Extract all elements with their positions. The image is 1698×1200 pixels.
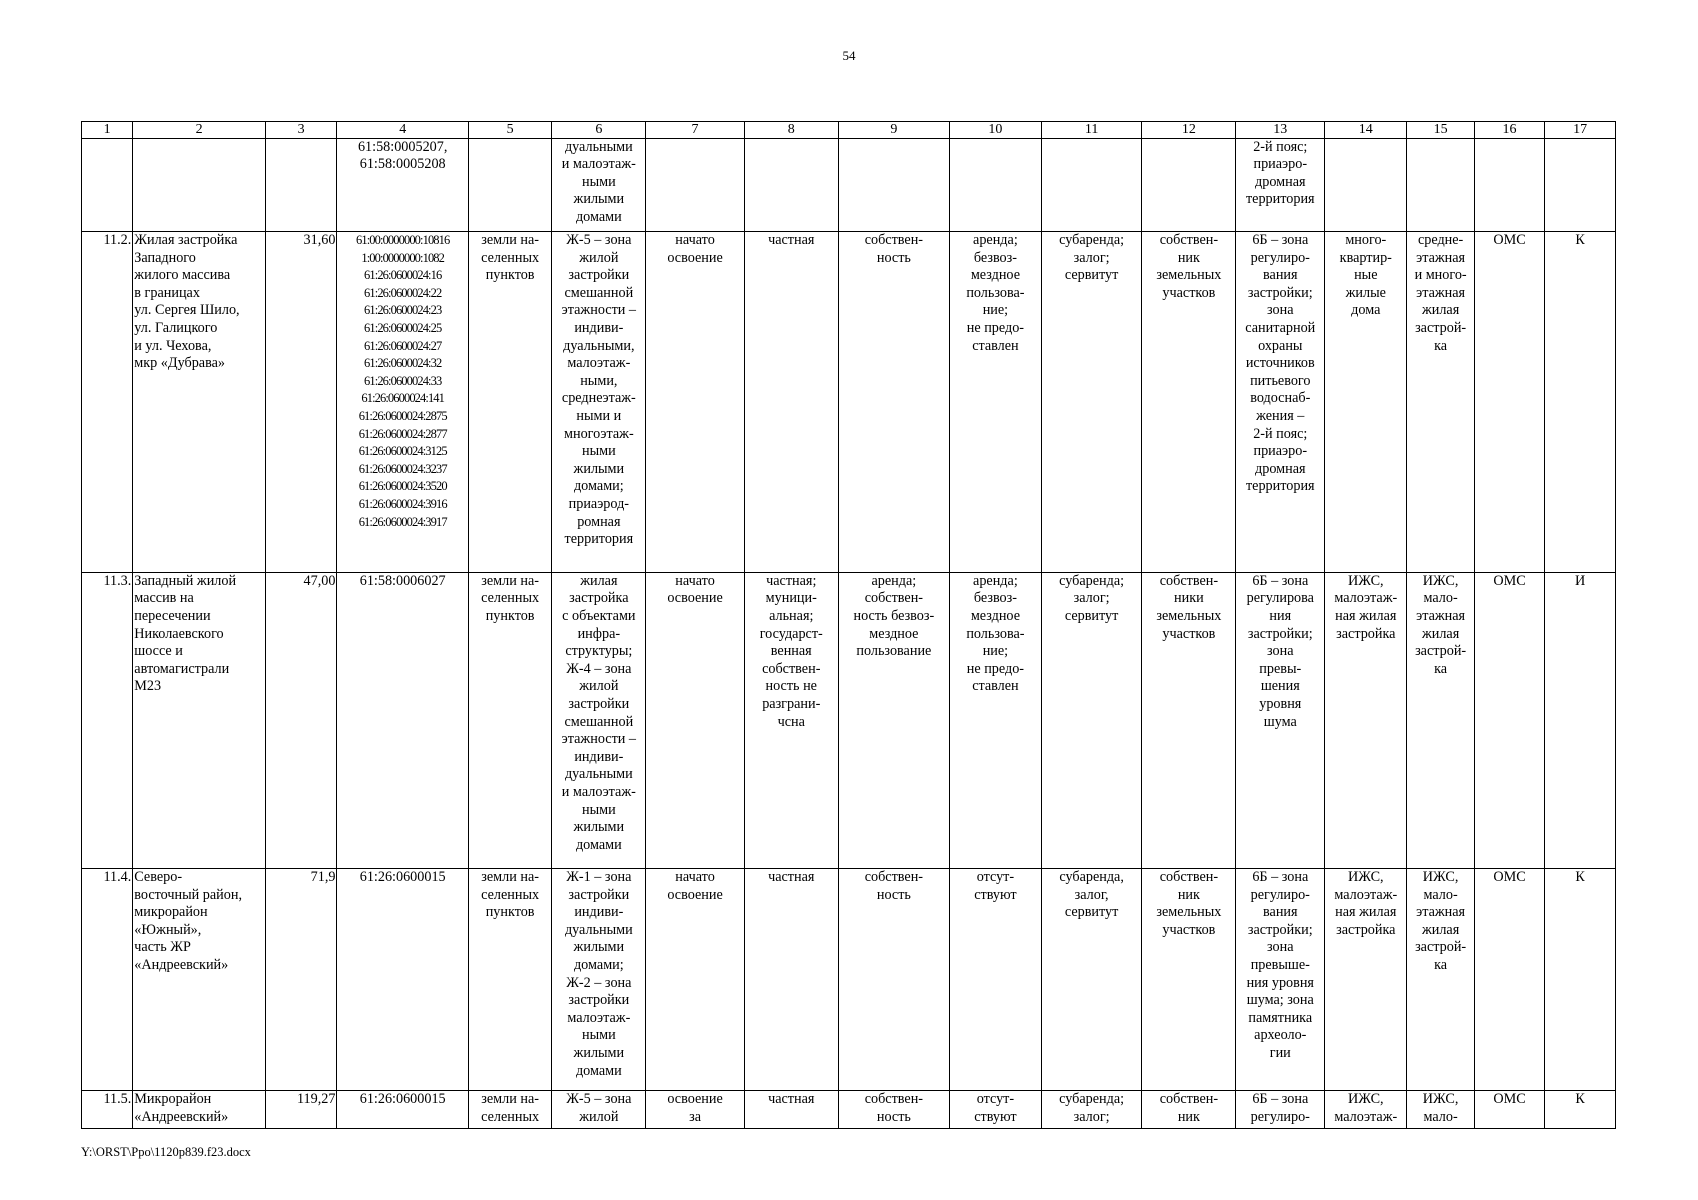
file-path-footer: Y:\ORST\Ppo\1120p839.f23.docx — [81, 1145, 251, 1159]
area-cell: 119,27 — [265, 1091, 337, 1129]
table-row — [82, 869, 1616, 1091]
location-cell: Северо- восточный район, микрорайон «Южный», часть ЖР «Андреевский» — [133, 869, 266, 1091]
use-rights-cell: аренда; безвоз- мездное пользова- ние; не предо- ставлен — [949, 572, 1041, 868]
status-cell: начато освоение — [646, 232, 744, 573]
land-category-cell — [468, 138, 551, 232]
rights-cell — [838, 138, 949, 232]
header-cell: 4 — [337, 122, 468, 139]
location-cell: Жилая застройка Западного жилого массива в границах ул. Сергея Шило, ул. Галицкого и ул. Чехова, мкр «Дубрава» — [133, 232, 266, 573]
header-cell: 14 — [1325, 122, 1407, 139]
ownership-cell: частная — [744, 869, 838, 1091]
land-category-cell: земли на- селенных пунктов — [468, 869, 551, 1091]
header-cell: 7 — [646, 122, 744, 139]
status-cell — [646, 138, 744, 232]
zone-cell: Ж-1 – зона застройки индиви- дуальными жилыми домами; Ж-2 – зона застройки малоэтаж- ными жилыми домами — [552, 869, 646, 1091]
restrictions-cell: 2-й пояс; приаэро- дромная территория — [1236, 138, 1325, 232]
row-number-cell: 11.5. — [82, 1091, 133, 1129]
row-number-cell: 11.3. — [82, 572, 133, 868]
zone-cell: жилая застройка с объектами инфра- структуры; Ж-4 – зона жилой застройки смешанной этажности – индиви- дуальными и малоэтаж- ными жилыми домами — [552, 572, 646, 868]
ownership-cell: частная — [744, 1091, 838, 1129]
table-row — [82, 232, 1616, 573]
location-cell: Западный жилой массив на пересечении Николаевского шоссе и автомагистрали М23 — [133, 572, 266, 868]
use-type-cell: много- квартир- ные жилые дома — [1325, 232, 1407, 573]
rights-cell: аренда; собствен- ность безвоз- мездное пользование — [838, 572, 949, 868]
use-type-cell — [1325, 138, 1407, 232]
land-category-cell: земли на- селенных пунктов — [468, 572, 551, 868]
row-number-cell — [82, 138, 133, 232]
land-category-cell: земли на- селенных пунктов — [468, 232, 551, 573]
table-row — [82, 1091, 1616, 1129]
header-cell: 1 — [82, 122, 133, 139]
planned-use-cell: ИЖС, мало- этажная жилая застрой- ка — [1407, 869, 1474, 1091]
header-cell: 12 — [1142, 122, 1236, 139]
owner-cell: собствен- ник — [1142, 1091, 1236, 1129]
use-rights-cell: отсут- ствуют — [949, 869, 1041, 1091]
header-cell: 9 — [838, 122, 949, 139]
encumbrance-cell: субаренда, залог, сервитут — [1041, 869, 1141, 1091]
location-cell — [133, 138, 266, 232]
zone-cell: дуальными и малоэтаж- ными жилыми домами — [552, 138, 646, 232]
area-cell: 71,9 — [265, 869, 337, 1091]
rights-cell: собствен- ность — [838, 232, 949, 573]
planned-use-cell: ИЖС, мало- — [1407, 1091, 1474, 1129]
cadastral-cell: 61:58:0005207, 61:58:0005208 — [337, 138, 468, 232]
restrictions-cell: 6Б – зона регулиро- вания застройки; зона превыше- ния уровня шума; зона памятника археоло- гии — [1236, 869, 1325, 1091]
status-cell: начато освоение — [646, 572, 744, 868]
ownership-cell: частная — [744, 232, 838, 573]
owner-cell: собствен- ники земельных участков — [1142, 572, 1236, 868]
owner-cell: собствен- ник земельных участков — [1142, 232, 1236, 573]
use-rights-cell: отсут- ствуют — [949, 1091, 1041, 1129]
planned-use-cell — [1407, 138, 1474, 232]
land-category-cell: земли на- селенных — [468, 1091, 551, 1129]
table-row — [82, 572, 1616, 868]
zone-cell: Ж-5 – зона жилой — [552, 1091, 646, 1129]
row-number-cell: 11.4. — [82, 869, 133, 1091]
cadastral-cell: 61:00:0000000:10816 1:00:0000000:1082 61:26:0600024:16 61:26:0600024:22 61:26:0600024:23 61:26:0600024:25 61:26:0600024:27 61:26:0600024:32 61:26:0600024:33 61:26:0600024:141 61:26:0600024:2875 61:26:0600024:2877 61:26:0600024:3125 61:26:0600024:3237 61:26:0600024:3520 61:26:0600024:3916 61:26:0600024:3917 — [337, 232, 468, 573]
status-cell: освоение за — [646, 1091, 744, 1129]
header-cell: 13 — [1236, 122, 1325, 139]
use-rights-cell — [949, 138, 1041, 232]
zone-cell: Ж-5 – зона жилой застройки смешанной этажности – индиви- дуальными, малоэтаж- ными, среднеэтаж- ными и многоэтаж- ными жилыми домами; приаэрод- ромная территория — [552, 232, 646, 573]
header-cell: 10 — [949, 122, 1041, 139]
encumbrance-cell: субаренда; залог; сервитут — [1041, 232, 1141, 573]
header-cell: 8 — [744, 122, 838, 139]
header-cell: 11 — [1041, 122, 1141, 139]
header-cell: 2 — [133, 122, 266, 139]
use-type-cell: ИЖС, малоэтаж- ная жилая застройка — [1325, 572, 1407, 868]
table-header-row — [82, 122, 1616, 139]
use-type-cell: ИЖС, малоэтаж- — [1325, 1091, 1407, 1129]
planned-use-cell: ИЖС, мало- этажная жилая застрой- ка — [1407, 572, 1474, 868]
planned-use-cell: средне- этажная и много- этажная жилая застрой- ка — [1407, 232, 1474, 573]
code-cell: К — [1545, 232, 1616, 573]
authority-cell: ОМС — [1474, 232, 1545, 573]
code-cell — [1545, 138, 1616, 232]
header-cell: 15 — [1407, 122, 1474, 139]
cadastral-cell: 61:26:0600015 — [337, 869, 468, 1091]
area-cell: 47,00 — [265, 572, 337, 868]
header-cell: 5 — [468, 122, 551, 139]
owner-cell: собствен- ник земельных участков — [1142, 869, 1236, 1091]
status-cell: начато освоение — [646, 869, 744, 1091]
cadastral-cell: 61:58:0006027 — [337, 572, 468, 868]
header-cell: 17 — [1545, 122, 1616, 139]
authority-cell: ОМС — [1474, 572, 1545, 868]
encumbrance-cell: субаренда; залог; — [1041, 1091, 1141, 1129]
header-cell: 16 — [1474, 122, 1545, 139]
area-cell — [265, 138, 337, 232]
area-cell: 31,60 — [265, 232, 337, 573]
rights-cell: собствен- ность — [838, 869, 949, 1091]
header-cell: 6 — [552, 122, 646, 139]
row-number-cell: 11.2. — [82, 232, 133, 573]
ownership-cell — [744, 138, 838, 232]
encumbrance-cell: субаренда; залог; сервитут — [1041, 572, 1141, 868]
restrictions-cell: 6Б – зона регулиро- вания застройки; зона санитарной охраны источников питьевого водоснаб- жения – 2-й пояс; приаэро- дромная территория — [1236, 232, 1325, 573]
ownership-cell: частная; муници- альная; государст- венная собствен- ность не разграни- чсна — [744, 572, 838, 868]
encumbrance-cell — [1041, 138, 1141, 232]
authority-cell: ОМС — [1474, 1091, 1545, 1129]
authority-cell — [1474, 138, 1545, 232]
page-number: 54 — [842, 48, 856, 63]
code-cell: К — [1545, 869, 1616, 1091]
data-table — [81, 121, 1616, 1129]
rights-cell: собствен- ность — [838, 1091, 949, 1129]
code-cell: И — [1545, 572, 1616, 868]
authority-cell: ОМС — [1474, 869, 1545, 1091]
use-type-cell: ИЖС, малоэтаж- ная жилая застройка — [1325, 869, 1407, 1091]
header-cell: 3 — [265, 122, 337, 139]
restrictions-cell: 6Б – зона регулирова ния застройки; зона превы- шения уровня шума — [1236, 572, 1325, 868]
location-cell: Микрорайон «Андреевский» — [133, 1091, 266, 1129]
cadastral-cell: 61:26:0600015 — [337, 1091, 468, 1129]
code-cell: К — [1545, 1091, 1616, 1129]
owner-cell — [1142, 138, 1236, 232]
use-rights-cell: аренда; безвоз- мездное пользова- ние; не предо- ставлен — [949, 232, 1041, 573]
table-row — [82, 138, 1616, 232]
restrictions-cell: 6Б – зона регулиро- — [1236, 1091, 1325, 1129]
